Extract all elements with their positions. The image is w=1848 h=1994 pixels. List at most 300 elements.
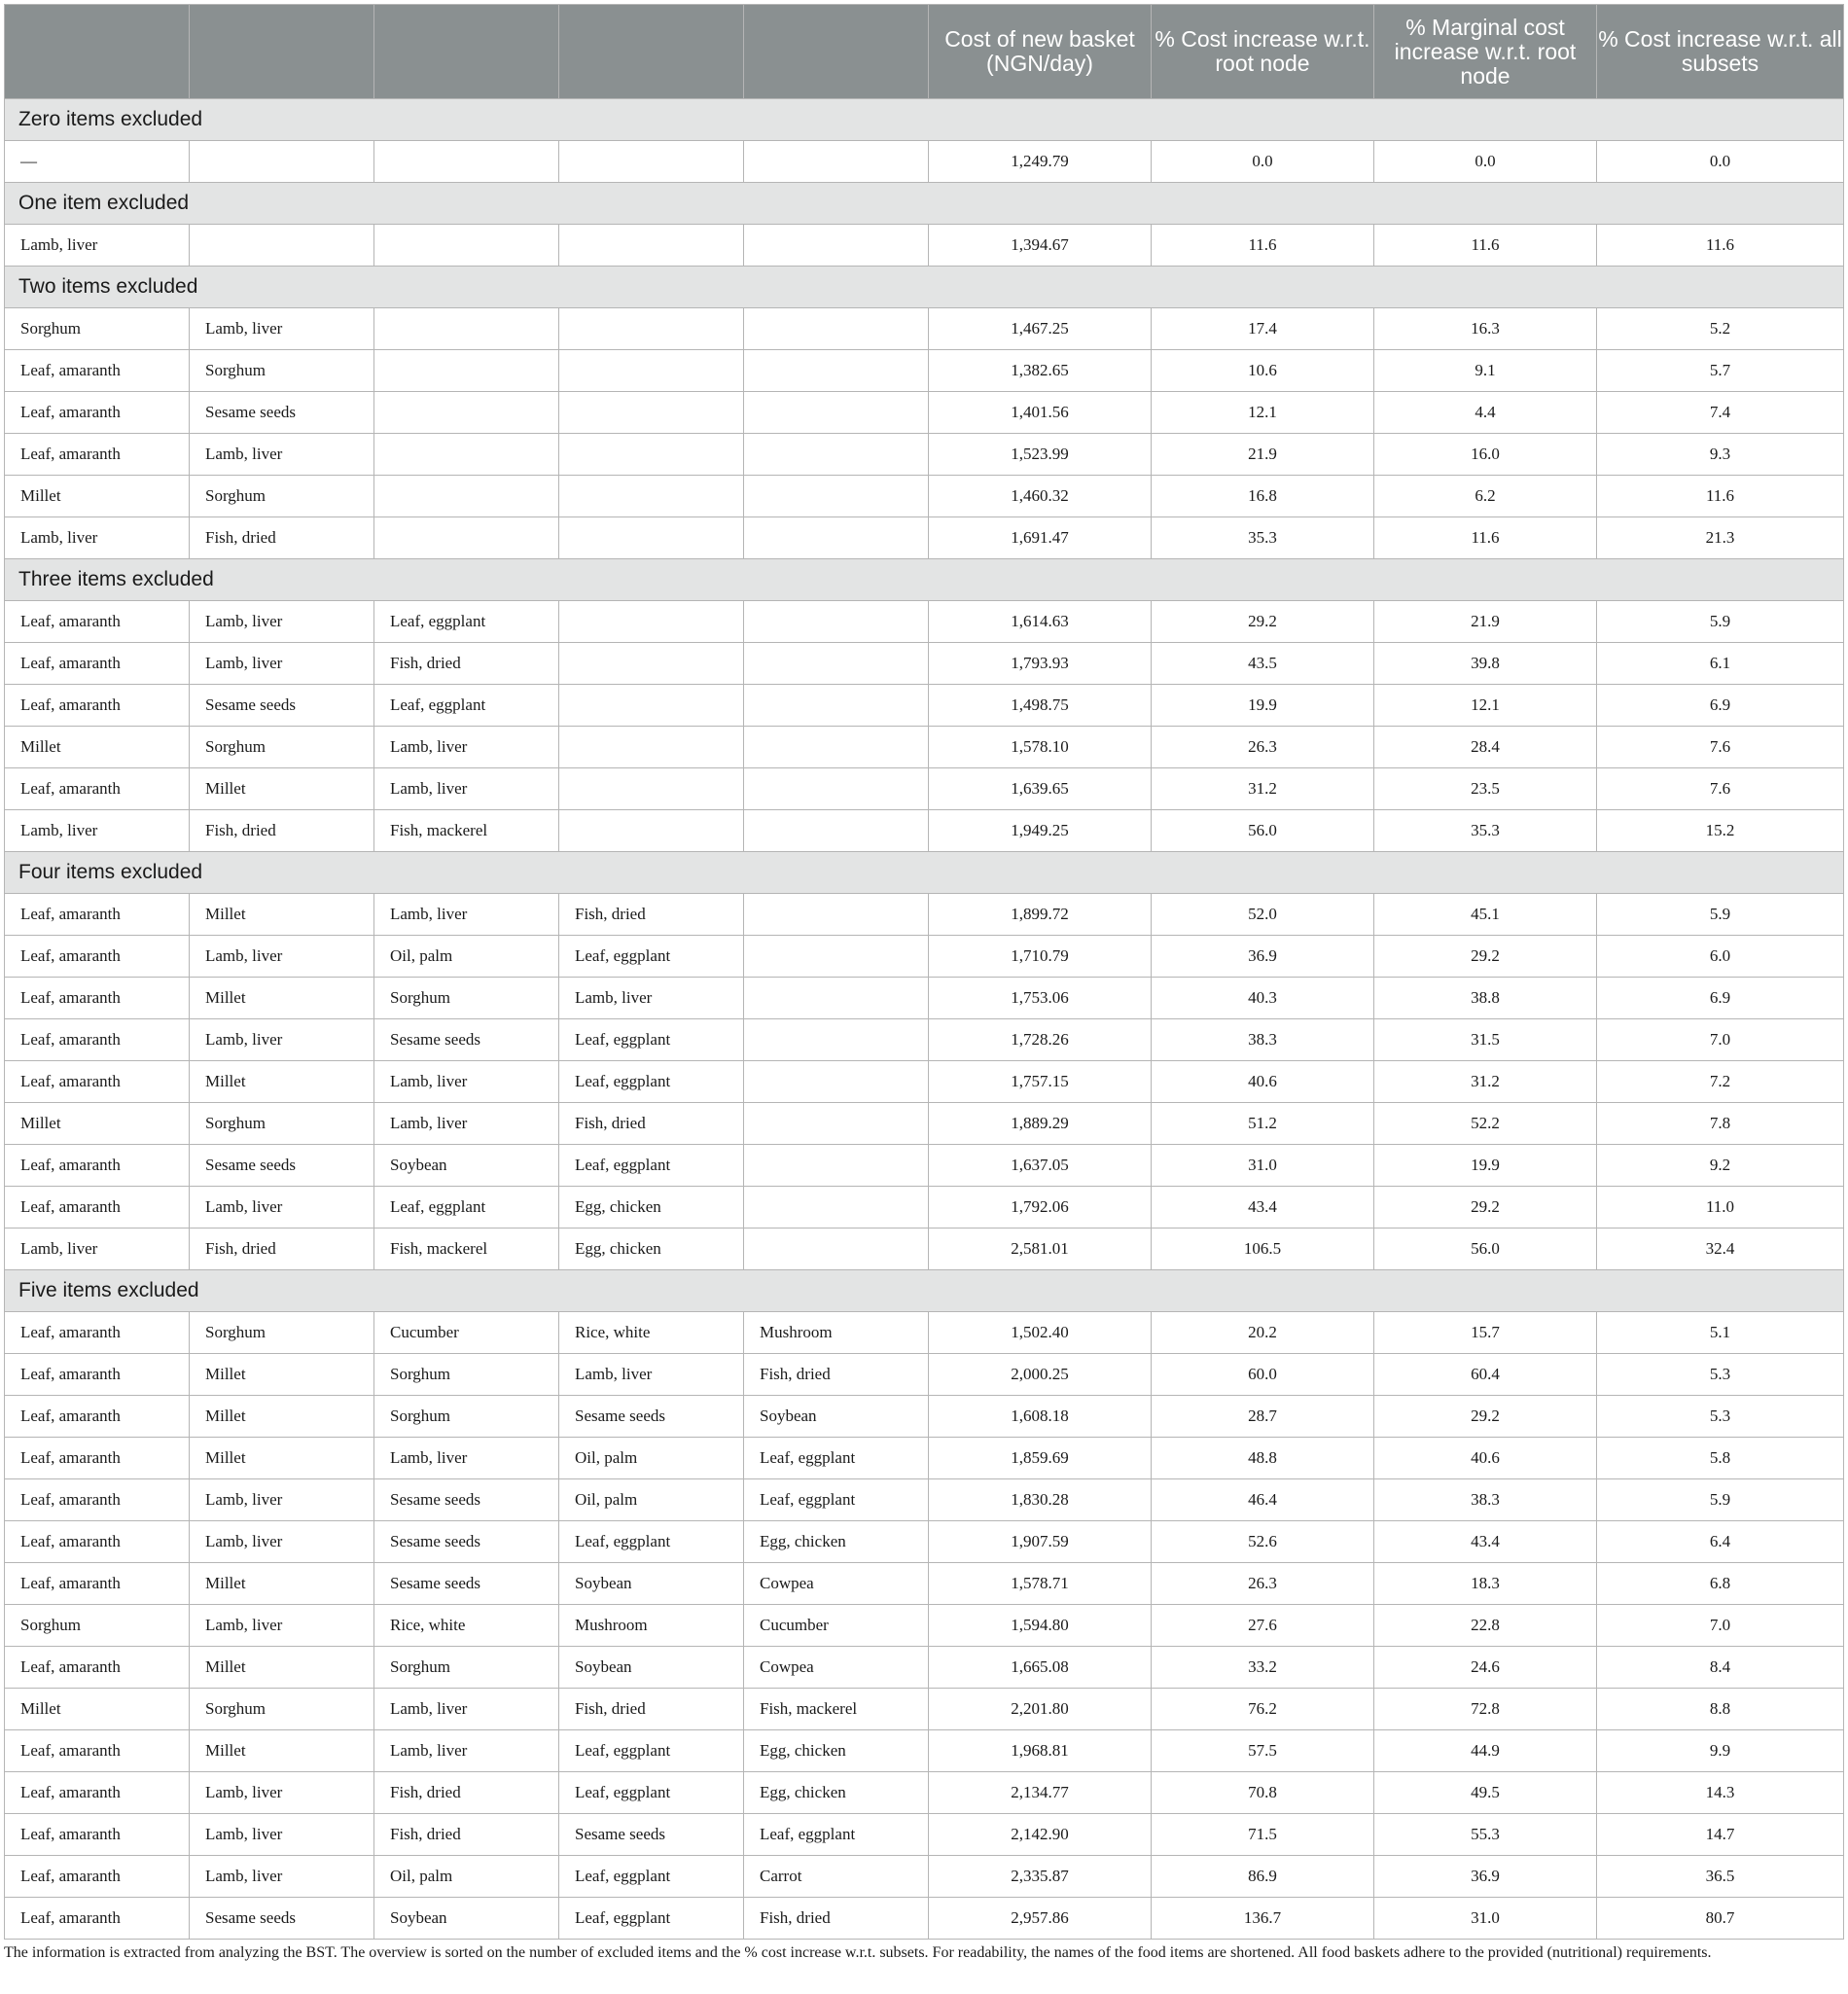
excluded-item-cell: Fish, mackerel xyxy=(374,810,559,852)
value-cell: 35.3 xyxy=(1152,517,1374,559)
excluded-item-cell: Leaf, eggplant xyxy=(744,1438,929,1479)
excluded-item-cell: Leaf, eggplant xyxy=(374,601,559,643)
excluded-item-cell: Lamb, liver xyxy=(374,1061,559,1103)
value-cell: 26.3 xyxy=(1152,727,1374,768)
excluded-item-cell: Sorghum xyxy=(374,978,559,1019)
value-cell: 31.0 xyxy=(1374,1898,1597,1940)
excluded-item-cell: Lamb, liver xyxy=(190,434,374,476)
value-cell: 9.2 xyxy=(1597,1145,1844,1187)
excluded-item-cell: Fish, dried xyxy=(190,517,374,559)
table-row xyxy=(5,1479,1844,1521)
table-row xyxy=(5,768,1844,810)
excluded-item-cell: Lamb, liver xyxy=(374,1689,559,1730)
excluded-item-cell: Lamb, liver xyxy=(374,1438,559,1479)
value-cell: 6.8 xyxy=(1597,1563,1844,1605)
document-page xyxy=(4,4,1843,1962)
value-cell: 28.4 xyxy=(1374,727,1597,768)
table-row xyxy=(5,225,1844,267)
excluded-item-cell: Sesame seeds xyxy=(374,1019,559,1061)
value-cell: 9.9 xyxy=(1597,1730,1844,1772)
excluded-item-cell xyxy=(559,225,744,267)
excluded-item-cell: Lamb, liver xyxy=(5,517,190,559)
value-cell: 5.9 xyxy=(1597,1479,1844,1521)
table-row xyxy=(5,1438,1844,1479)
excluded-item-cell: Leaf, amaranth xyxy=(5,601,190,643)
excluded-item-cell: Lamb, liver xyxy=(190,1019,374,1061)
excluded-item-cell: Leaf, amaranth xyxy=(5,1647,190,1689)
excluded-item-cell xyxy=(744,643,929,685)
table-row xyxy=(5,434,1844,476)
value-cell: 1,523.99 xyxy=(929,434,1152,476)
excluded-item-cell: Oil, palm xyxy=(374,1856,559,1898)
excluded-item-cell xyxy=(559,685,744,727)
excluded-item-cell: Leaf, amaranth xyxy=(5,936,190,978)
excluded-item-cell: Leaf, amaranth xyxy=(5,434,190,476)
value-cell: 2,335.87 xyxy=(929,1856,1152,1898)
value-cell: 5.9 xyxy=(1597,894,1844,936)
excluded-item-cell: Cowpea xyxy=(744,1563,929,1605)
value-cell: 11.6 xyxy=(1597,225,1844,267)
value-cell: 8.8 xyxy=(1597,1689,1844,1730)
excluded-item-cell: Soybean xyxy=(374,1898,559,1940)
excluded-item-cell: Lamb, liver xyxy=(374,1730,559,1772)
table-row xyxy=(5,727,1844,768)
value-cell: 11.6 xyxy=(1374,517,1597,559)
value-cell: 16.3 xyxy=(1374,308,1597,350)
excluded-item-cell: Lamb, liver xyxy=(190,1814,374,1856)
excluded-item-cell xyxy=(744,1228,929,1270)
excluded-item-cell: Lamb, liver xyxy=(190,601,374,643)
table-row xyxy=(5,1354,1844,1396)
excluded-item-cell: Leaf, eggplant xyxy=(559,1856,744,1898)
excluded-item-cell xyxy=(559,727,744,768)
excluded-item-cell xyxy=(744,1019,929,1061)
value-cell: 2,581.01 xyxy=(929,1228,1152,1270)
excluded-item-cell: Lamb, liver xyxy=(559,978,744,1019)
table-row xyxy=(5,141,1844,183)
excluded-item-cell xyxy=(559,810,744,852)
excluded-item-cell: Fish, dried xyxy=(374,1772,559,1814)
excluded-item-cell: Leaf, amaranth xyxy=(5,978,190,1019)
excluded-item-cell: Lamb, liver xyxy=(190,308,374,350)
excluded-item-cell: Lamb, liver xyxy=(190,643,374,685)
excluded-item-cell: Lamb, liver xyxy=(190,936,374,978)
value-cell: 10.6 xyxy=(1152,350,1374,392)
excluded-item-cell xyxy=(559,350,744,392)
excluded-item-cell: Sorghum xyxy=(190,476,374,517)
value-cell: 1,753.06 xyxy=(929,978,1152,1019)
value-cell: 15.2 xyxy=(1597,810,1844,852)
excluded-item-cell: Sesame seeds xyxy=(190,392,374,434)
value-cell: 9.1 xyxy=(1374,350,1597,392)
excluded-item-cell: Cucumber xyxy=(744,1605,929,1647)
excluded-item-cell: Lamb, liver xyxy=(190,1187,374,1228)
value-cell: 70.8 xyxy=(1152,1772,1374,1814)
table-row xyxy=(5,978,1844,1019)
value-cell: 1,792.06 xyxy=(929,1187,1152,1228)
table-footnote: The information is extracted from analyzing the BST. The overview is sorted on the number of excluded items and the % cost increase w.r.t. subsets. For readability, the names of the food items are shortened. All food baskets adhere to the provided (nutritional) requirements. xyxy=(4,1944,1712,1961)
excluded-item-cell xyxy=(744,601,929,643)
value-cell: 6.0 xyxy=(1597,936,1844,978)
excluded-item-cell xyxy=(744,225,929,267)
excluded-item-cell: Lamb, liver xyxy=(190,1521,374,1563)
excluded-item-cell: Millet xyxy=(190,1563,374,1605)
group-title: Three items excluded xyxy=(5,559,1844,601)
excluded-item-cell: Sorghum xyxy=(190,1312,374,1354)
excluded-item-cell: Leaf, amaranth xyxy=(5,1479,190,1521)
excluded-item-cell: Leaf, eggplant xyxy=(744,1479,929,1521)
header-marginal-cost-increase: % Marginal cost increase w.r.t. root node xyxy=(1374,5,1597,99)
excluded-item-cell xyxy=(744,476,929,517)
value-cell: 1,382.65 xyxy=(929,350,1152,392)
excluded-item-cell: Leaf, eggplant xyxy=(559,1730,744,1772)
value-cell: 11.6 xyxy=(1374,225,1597,267)
value-cell: 5.1 xyxy=(1597,1312,1844,1354)
excluded-item-cell xyxy=(744,685,929,727)
value-cell: 6.4 xyxy=(1597,1521,1844,1563)
value-cell: 32.4 xyxy=(1597,1228,1844,1270)
value-cell: 57.5 xyxy=(1152,1730,1374,1772)
table-row xyxy=(5,350,1844,392)
excluded-item-cell: Lamb, liver xyxy=(190,1772,374,1814)
excluded-item-cell: Lamb, liver xyxy=(5,225,190,267)
value-cell: 43.4 xyxy=(1374,1521,1597,1563)
excluded-item-cell: Egg, chicken xyxy=(744,1772,929,1814)
excluded-item-cell: Oil, palm xyxy=(559,1479,744,1521)
excluded-item-cell xyxy=(374,308,559,350)
table-row xyxy=(5,1563,1844,1605)
excluded-item-cell: Fish, dried xyxy=(559,1689,744,1730)
value-cell: 52.0 xyxy=(1152,894,1374,936)
value-cell: 5.3 xyxy=(1597,1396,1844,1438)
table-row xyxy=(5,936,1844,978)
value-cell: 31.5 xyxy=(1374,1019,1597,1061)
value-cell: 0.0 xyxy=(1597,141,1844,183)
excluded-item-cell: Lamb, liver xyxy=(5,810,190,852)
excluded-item-cell xyxy=(190,141,374,183)
excluded-item-cell xyxy=(559,308,744,350)
excluded-item-cell xyxy=(374,392,559,434)
excluded-item-cell xyxy=(190,225,374,267)
excluded-item-cell: Lamb, liver xyxy=(559,1354,744,1396)
value-cell: 11.0 xyxy=(1597,1187,1844,1228)
excluded-item-cell: Millet xyxy=(5,476,190,517)
value-cell: 24.6 xyxy=(1374,1647,1597,1689)
excluded-item-cell: Fish, dried xyxy=(744,1898,929,1940)
value-cell: 20.2 xyxy=(1152,1312,1374,1354)
table-row xyxy=(5,1312,1844,1354)
excluded-item-cell: Millet xyxy=(190,894,374,936)
value-cell: 38.3 xyxy=(1374,1479,1597,1521)
value-cell: 2,134.77 xyxy=(929,1772,1152,1814)
value-cell: 49.5 xyxy=(1374,1772,1597,1814)
excluded-item-cell: Sesame seeds xyxy=(190,685,374,727)
excluded-item-cell xyxy=(744,141,929,183)
table-row xyxy=(5,1145,1844,1187)
header-cell-item-3 xyxy=(374,5,559,99)
value-cell: 1,968.81 xyxy=(929,1730,1152,1772)
value-cell: 21.9 xyxy=(1152,434,1374,476)
value-cell: 43.4 xyxy=(1152,1187,1374,1228)
value-cell: 56.0 xyxy=(1374,1228,1597,1270)
excluded-item-cell: Mushroom xyxy=(744,1312,929,1354)
value-cell: 5.2 xyxy=(1597,308,1844,350)
value-cell: 23.5 xyxy=(1374,768,1597,810)
value-cell: 1,757.15 xyxy=(929,1061,1152,1103)
value-cell: 43.5 xyxy=(1152,643,1374,685)
value-cell: 39.8 xyxy=(1374,643,1597,685)
excluded-item-cell: Sorghum xyxy=(190,727,374,768)
excluded-item-cell: Lamb, liver xyxy=(374,894,559,936)
excluded-item-cell: Leaf, eggplant xyxy=(559,1019,744,1061)
excluded-item-cell: Sesame seeds xyxy=(559,1814,744,1856)
excluded-item-cell: Leaf, amaranth xyxy=(5,685,190,727)
value-cell: 36.9 xyxy=(1374,1856,1597,1898)
value-cell: 60.4 xyxy=(1374,1354,1597,1396)
table-row xyxy=(5,308,1844,350)
excluded-item-cell: Millet xyxy=(190,978,374,1019)
excluded-item-cell: Sesame seeds xyxy=(374,1563,559,1605)
excluded-item-cell: Fish, dried xyxy=(559,1103,744,1145)
header-cell-item-1 xyxy=(5,5,190,99)
excluded-item-cell: Leaf, amaranth xyxy=(5,1730,190,1772)
excluded-item-cell xyxy=(559,601,744,643)
group-header-row xyxy=(5,99,1844,141)
excluded-item-cell xyxy=(744,1145,929,1187)
value-cell: 45.1 xyxy=(1374,894,1597,936)
excluded-item-cell: Soybean xyxy=(559,1563,744,1605)
excluded-item-cell: Sorghum xyxy=(374,1396,559,1438)
value-cell: 33.2 xyxy=(1152,1647,1374,1689)
excluded-item-cell xyxy=(744,894,929,936)
excluded-item-cell xyxy=(559,476,744,517)
value-cell: 51.2 xyxy=(1152,1103,1374,1145)
value-cell: 1,665.08 xyxy=(929,1647,1152,1689)
excluded-item-cell xyxy=(374,141,559,183)
excluded-item-cell: Fish, dried xyxy=(374,1814,559,1856)
excluded-item-cell: Leaf, amaranth xyxy=(5,894,190,936)
excluded-item-cell: Millet xyxy=(5,727,190,768)
value-cell: 1,637.05 xyxy=(929,1145,1152,1187)
excluded-item-cell: Millet xyxy=(5,1103,190,1145)
value-cell: 19.9 xyxy=(1374,1145,1597,1187)
excluded-item-cell: Leaf, amaranth xyxy=(5,643,190,685)
value-cell: 136.7 xyxy=(1152,1898,1374,1940)
excluded-item-cell: Fish, dried xyxy=(374,643,559,685)
excluded-item-cell: Sorghum xyxy=(5,308,190,350)
value-cell: 4.4 xyxy=(1374,392,1597,434)
excluded-item-cell: Fish, mackerel xyxy=(374,1228,559,1270)
excluded-item-cell xyxy=(744,1103,929,1145)
group-title: One item excluded xyxy=(5,183,1844,225)
excluded-item-cell xyxy=(744,936,929,978)
group-title: Zero items excluded xyxy=(5,99,1844,141)
value-cell: 1,793.93 xyxy=(929,643,1152,685)
excluded-item-cell: Fish, dried xyxy=(559,894,744,936)
excluded-item-cell: Leaf, amaranth xyxy=(5,1061,190,1103)
value-cell: 2,142.90 xyxy=(929,1814,1152,1856)
excluded-item-cell: Leaf, amaranth xyxy=(5,1187,190,1228)
excluded-item-cell: Leaf, amaranth xyxy=(5,1396,190,1438)
excluded-item-cell: Leaf, amaranth xyxy=(5,1814,190,1856)
excluded-item-cell xyxy=(744,768,929,810)
excluded-item-cell: Sesame seeds xyxy=(374,1521,559,1563)
excluded-item-cell: Lamb, liver xyxy=(374,1103,559,1145)
value-cell: 0.0 xyxy=(1374,141,1597,183)
excluded-item-cell xyxy=(744,434,929,476)
value-cell: 40.6 xyxy=(1152,1061,1374,1103)
excluded-item-cell: Sorghum xyxy=(190,1689,374,1730)
value-cell: 1,608.18 xyxy=(929,1396,1152,1438)
group-header-row xyxy=(5,1270,1844,1312)
value-cell: 44.9 xyxy=(1374,1730,1597,1772)
results-table xyxy=(4,4,1844,1940)
value-cell: 2,957.86 xyxy=(929,1898,1152,1940)
value-cell: 56.0 xyxy=(1152,810,1374,852)
value-cell: 11.6 xyxy=(1597,476,1844,517)
excluded-item-cell xyxy=(374,225,559,267)
value-cell: 16.0 xyxy=(1374,434,1597,476)
value-cell: 1,859.69 xyxy=(929,1438,1152,1479)
group-header-row xyxy=(5,852,1844,894)
excluded-item-cell: Millet xyxy=(190,1396,374,1438)
value-cell: 1,578.10 xyxy=(929,727,1152,768)
table-row xyxy=(5,1019,1844,1061)
header-row xyxy=(5,5,1844,99)
excluded-item-cell: Leaf, eggplant xyxy=(559,1898,744,1940)
excluded-item-cell: Sorghum xyxy=(190,350,374,392)
excluded-item-cell: Lamb, liver xyxy=(190,1479,374,1521)
excluded-item-cell xyxy=(374,434,559,476)
excluded-item-cell: Cucumber xyxy=(374,1312,559,1354)
value-cell: 9.3 xyxy=(1597,434,1844,476)
group-title: Four items excluded xyxy=(5,852,1844,894)
value-cell: 1,710.79 xyxy=(929,936,1152,978)
table-row xyxy=(5,1396,1844,1438)
value-cell: 1,728.26 xyxy=(929,1019,1152,1061)
value-cell: 14.7 xyxy=(1597,1814,1844,1856)
excluded-item-cell: Millet xyxy=(190,1061,374,1103)
value-cell: 1,460.32 xyxy=(929,476,1152,517)
excluded-item-cell xyxy=(559,392,744,434)
header-cell-item-2 xyxy=(190,5,374,99)
excluded-item-cell: Leaf, amaranth xyxy=(5,1312,190,1354)
excluded-item-cell: Fish, mackerel xyxy=(744,1689,929,1730)
value-cell: 1,639.65 xyxy=(929,768,1152,810)
table-row xyxy=(5,1772,1844,1814)
excluded-item-cell: Leaf, eggplant xyxy=(559,936,744,978)
header-cost-increase-root: % Cost increase w.r.t. root node xyxy=(1152,5,1374,99)
value-cell: 1,401.56 xyxy=(929,392,1152,434)
table-row xyxy=(5,1521,1844,1563)
table-row xyxy=(5,1103,1844,1145)
value-cell: 36.5 xyxy=(1597,1856,1844,1898)
excluded-item-cell xyxy=(374,350,559,392)
excluded-item-cell: Leaf, amaranth xyxy=(5,1145,190,1187)
excluded-item-cell xyxy=(744,810,929,852)
value-cell: 29.2 xyxy=(1374,1396,1597,1438)
excluded-item-cell: — xyxy=(5,141,190,183)
excluded-item-cell: Leaf, amaranth xyxy=(5,768,190,810)
value-cell: 2,000.25 xyxy=(929,1354,1152,1396)
excluded-item-cell xyxy=(374,517,559,559)
excluded-item-cell: Leaf, amaranth xyxy=(5,1521,190,1563)
value-cell: 7.0 xyxy=(1597,1019,1844,1061)
value-cell: 46.4 xyxy=(1152,1479,1374,1521)
header-cell-item-5 xyxy=(744,5,929,99)
excluded-item-cell: Carrot xyxy=(744,1856,929,1898)
value-cell: 29.2 xyxy=(1374,936,1597,978)
value-cell: 8.4 xyxy=(1597,1647,1844,1689)
value-cell: 52.2 xyxy=(1374,1103,1597,1145)
value-cell: 80.7 xyxy=(1597,1898,1844,1940)
excluded-item-cell: Lamb, liver xyxy=(190,1605,374,1647)
value-cell: 19.9 xyxy=(1152,685,1374,727)
excluded-item-cell: Mushroom xyxy=(559,1605,744,1647)
excluded-item-cell: Sorghum xyxy=(374,1647,559,1689)
value-cell: 52.6 xyxy=(1152,1521,1374,1563)
table-row xyxy=(5,1689,1844,1730)
group-title: Two items excluded xyxy=(5,267,1844,308)
excluded-item-cell xyxy=(744,517,929,559)
excluded-item-cell: Millet xyxy=(190,1354,374,1396)
excluded-item-cell: Lamb, liver xyxy=(374,768,559,810)
value-cell: 1,502.40 xyxy=(929,1312,1152,1354)
excluded-item-cell: Soybean xyxy=(374,1145,559,1187)
excluded-item-cell: Millet xyxy=(190,1647,374,1689)
value-cell: 18.3 xyxy=(1374,1563,1597,1605)
excluded-item-cell: Sesame seeds xyxy=(190,1145,374,1187)
value-cell: 5.9 xyxy=(1597,601,1844,643)
excluded-item-cell: Sesame seeds xyxy=(559,1396,744,1438)
value-cell: 60.0 xyxy=(1152,1354,1374,1396)
value-cell: 15.7 xyxy=(1374,1312,1597,1354)
value-cell: 5.8 xyxy=(1597,1438,1844,1479)
excluded-item-cell: Millet xyxy=(5,1689,190,1730)
excluded-item-cell: Leaf, amaranth xyxy=(5,1019,190,1061)
value-cell: 48.8 xyxy=(1152,1438,1374,1479)
value-cell: 38.8 xyxy=(1374,978,1597,1019)
table-row xyxy=(5,643,1844,685)
excluded-item-cell: Cowpea xyxy=(744,1647,929,1689)
table-header xyxy=(5,5,1844,99)
excluded-item-cell: Leaf, amaranth xyxy=(5,1354,190,1396)
excluded-item-cell: Lamb, liver xyxy=(5,1228,190,1270)
excluded-item-cell xyxy=(744,308,929,350)
excluded-item-cell: Fish, dried xyxy=(190,810,374,852)
excluded-item-cell xyxy=(374,476,559,517)
value-cell: 1,594.80 xyxy=(929,1605,1152,1647)
excluded-item-cell: Leaf, eggplant xyxy=(374,685,559,727)
table-row xyxy=(5,1187,1844,1228)
excluded-item-cell xyxy=(744,1187,929,1228)
value-cell: 7.6 xyxy=(1597,768,1844,810)
table-row xyxy=(5,476,1844,517)
excluded-item-cell xyxy=(744,727,929,768)
table-row xyxy=(5,1647,1844,1689)
group-title: Five items excluded xyxy=(5,1270,1844,1312)
excluded-item-cell: Sesame seeds xyxy=(190,1898,374,1940)
value-cell: 31.0 xyxy=(1152,1145,1374,1187)
excluded-item-cell: Leaf, amaranth xyxy=(5,1898,190,1940)
value-cell: 1,467.25 xyxy=(929,308,1152,350)
excluded-item-cell xyxy=(744,350,929,392)
excluded-item-cell: Sorghum xyxy=(374,1354,559,1396)
excluded-item-cell: Leaf, eggplant xyxy=(744,1814,929,1856)
excluded-item-cell: Leaf, amaranth xyxy=(5,392,190,434)
table-row xyxy=(5,601,1844,643)
group-header-row xyxy=(5,559,1844,601)
